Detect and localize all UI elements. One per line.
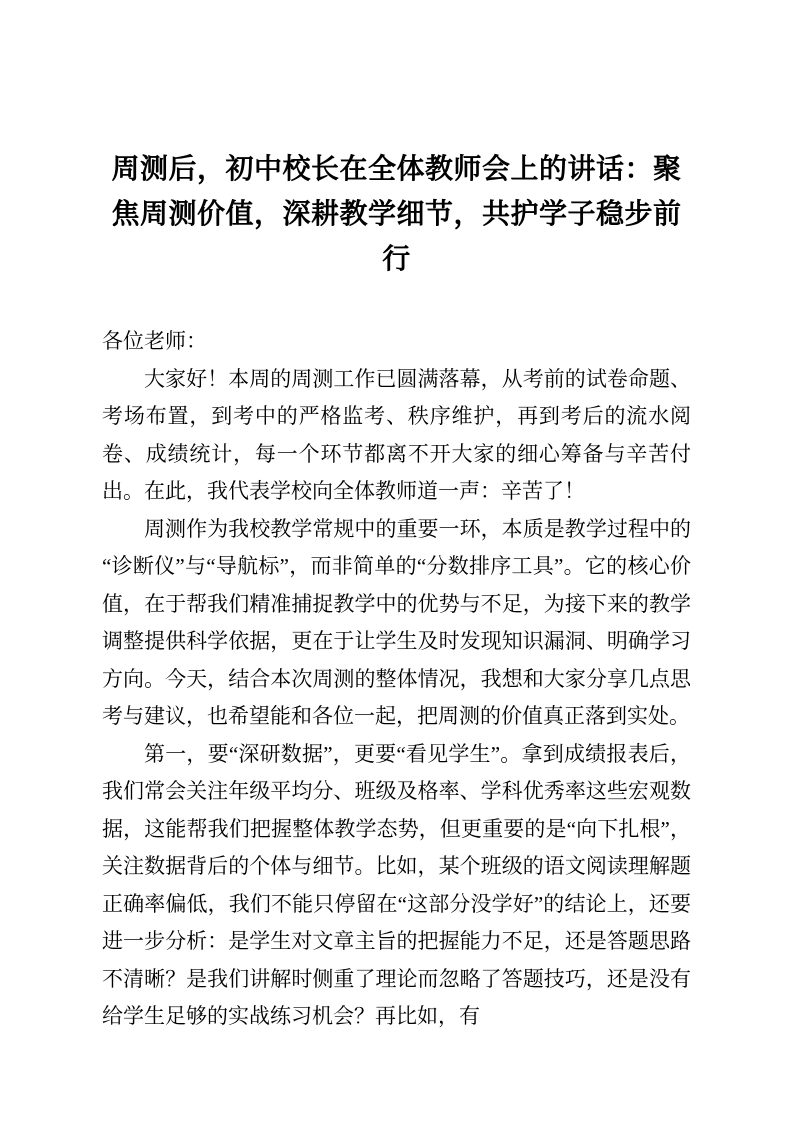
- paragraph-1: 大家好！本周的周测工作已圆满落幕，从考前的试卷命题、考场布置，到考中的严格监考、秩序维护，再到考后的流水阅卷、成绩统计，每一个环节都离不开大家的细心筹备与辛苦付出。在此，我代表学校向全体教师道一声：辛苦了！: [102, 366, 691, 503]
- document-body: [102, 323, 691, 1036]
- paragraph-3: 第一，要“深研数据”，更要“看见学生”。拿到成绩报表后，我们常会关注年级平均分、班级及格率、学科优秀率这些宏观数据，这能帮我们把握整体教学态势，但更重要的是“向下扎根”，关注数据背后的个体与细节。比如，某个班级的语文阅读理解题正确率偏低，我们不能只停留在“这部分没学好”的结论上，还要进一步分析：是学生对文章主旨的把握能力不足，还是答题思路不清晰？是我们讲解时侧重了理论而忽略了答题技巧，还是没有给学生足够的实战练习机会？再比如，有: [102, 741, 691, 1028]
- paragraph-2: 周测作为我校教学常规中的重要一环，本质是教学过程中的“诊断仪”与“导航标”，而非简单的“分数排序工具”。它的核心价值，在于帮我们精准捕捉教学中的优势与不足，为接下来的教学调整提供科学依据，更在于让学生及时发现知识漏洞、明确学习方向。今天，结合本次周测的整体情况，我想和大家分享几点思考与建议，也希望能和各位一起，把周测的价值真正落到实处。: [102, 516, 691, 728]
- document-title: 周测后，初中校长在全体教师会上的讲话：聚焦周测价值，深耕教学细节，共护学子稳步前行: [111, 153, 682, 274]
- salutation: 各位老师：: [102, 329, 207, 353]
